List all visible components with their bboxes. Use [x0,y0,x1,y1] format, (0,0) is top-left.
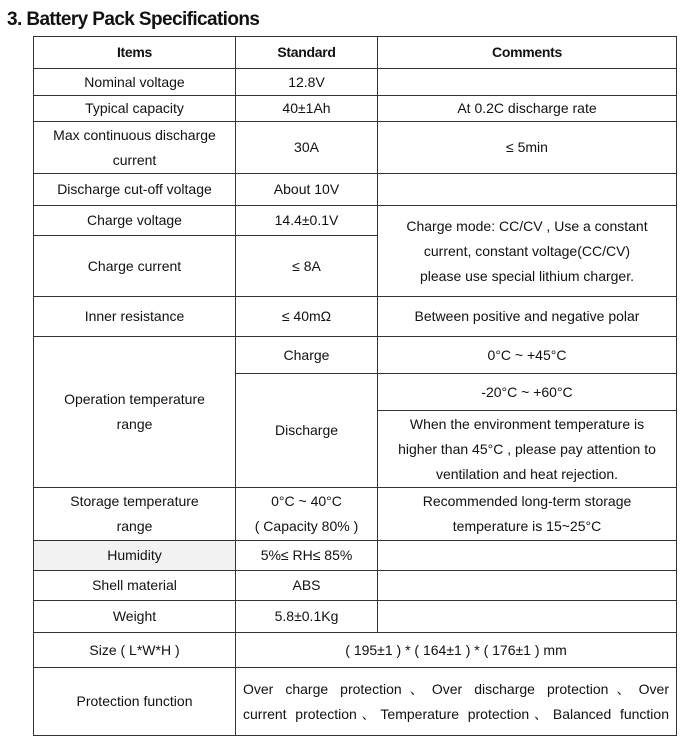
standard-operation-charge: Charge [236,337,378,374]
item-inner-resistance: Inner resistance [34,297,236,337]
table-row [34,69,677,96]
standard-storage-temp-line1: 0°C ~ 40°C [271,493,342,509]
table-row [34,297,677,337]
standard-charge-voltage: 14.4±0.1V [236,206,378,236]
comment-max-discharge: ≤ 5min [378,122,677,174]
standard-max-discharge: 30A [236,122,378,174]
standard-storage-temp [236,488,378,541]
table-row [34,206,677,236]
item-cutoff-voltage: Discharge cut-off voltage [34,174,236,206]
table-row [34,488,677,541]
comment-charge-mode-line3: please use special lithium charger. [419,267,634,284]
comment-charge-mode [378,206,677,297]
comment-operation-temp-note-line2: higher than 45°C , please pay attention to [398,440,656,457]
item-nominal-voltage: Nominal voltage [34,69,236,96]
comment-operation-discharge-range: -20°C ~ +60°C [378,374,677,411]
comment-storage-temp-line1: Recommended long-term storage [422,493,632,509]
comment-nominal-voltage [378,69,677,96]
comment-inner-resistance: Between positive and negative polar [378,297,677,337]
value-protection [236,668,677,736]
item-protection: Protection function [34,668,236,736]
item-shell-material: Shell material [34,571,236,601]
value-protection-line1: Over charge protection、Over discharge protection、Over [243,680,669,697]
item-max-discharge-line2: current [112,151,157,168]
item-max-discharge-line1: Max continuous discharge [53,126,216,143]
item-humidity: Humidity [34,541,236,571]
table-row [34,541,677,571]
header-items: Items [34,37,236,69]
table-row [34,668,677,736]
comment-cutoff-voltage [378,174,677,206]
standard-weight: 5.8±0.1Kg [236,601,378,633]
standard-operation-discharge: Discharge [236,374,378,488]
standard-charge-current: ≤ 8A [236,236,378,297]
table-row [34,96,677,122]
comment-operation-temp-note-line3: ventilation and heat rejection. [435,465,619,482]
table-row [34,633,677,668]
spec-table [33,36,677,736]
item-charge-voltage: Charge voltage [34,206,236,236]
comment-operation-charge-range: 0°C ~ +45°C [378,337,677,374]
comment-typical-capacity: At 0.2C discharge rate [378,96,677,122]
item-storage-temp-line2: range [116,518,153,534]
item-typical-capacity: Typical capacity [34,96,236,122]
header-standard: Standard [236,37,378,69]
value-protection-line2: current protection、Temperature protection、Balanced function [243,705,669,722]
standard-nominal-voltage: 12.8V [236,69,378,96]
table-row [34,122,677,174]
item-max-discharge [34,122,236,174]
item-storage-temp-line1: Storage temperature [70,493,199,509]
comment-charge-mode-line1: Charge mode: CC/CV , Use a constant [406,217,648,234]
value-size: ( 195±1 ) * ( 164±1 ) * ( 176±1 ) mm [236,633,677,668]
item-charge-current: Charge current [34,236,236,297]
comment-operation-temp-note-line1: When the environment temperature is [409,415,645,432]
item-operation-temp-line2: range [116,416,153,432]
item-operation-temp [34,337,236,488]
header-comments: Comments [378,37,677,69]
standard-humidity: 5%≤ RH≤ 85% [236,541,378,571]
table-header-row [34,37,677,69]
section-title: 3. Battery Pack Specifications [7,9,260,30]
table-row [34,601,677,633]
comment-shell-material [378,571,677,601]
comment-humidity [378,541,677,571]
standard-shell-material: ABS [236,571,378,601]
comment-weight [378,601,677,633]
comment-storage-temp [378,488,677,541]
comment-operation-temp-note [378,411,677,488]
standard-inner-resistance: ≤ 40mΩ [236,297,378,337]
standard-storage-temp-line2: ( Capacity 80% ) [254,518,359,534]
item-size: Size ( L*W*H ) [34,633,236,668]
item-operation-temp-line1: Operation temperature [64,391,205,407]
comment-charge-mode-line2: current, constant voltage(CC/CV) [423,242,631,259]
item-storage-temp [34,488,236,541]
table-row [34,174,677,206]
standard-cutoff-voltage: About 10V [236,174,378,206]
standard-typical-capacity: 40±1Ah [236,96,378,122]
table-row [34,571,677,601]
table-row [34,337,677,374]
comment-storage-temp-line2: temperature is 15~25°C [452,518,602,534]
item-weight: Weight [34,601,236,633]
